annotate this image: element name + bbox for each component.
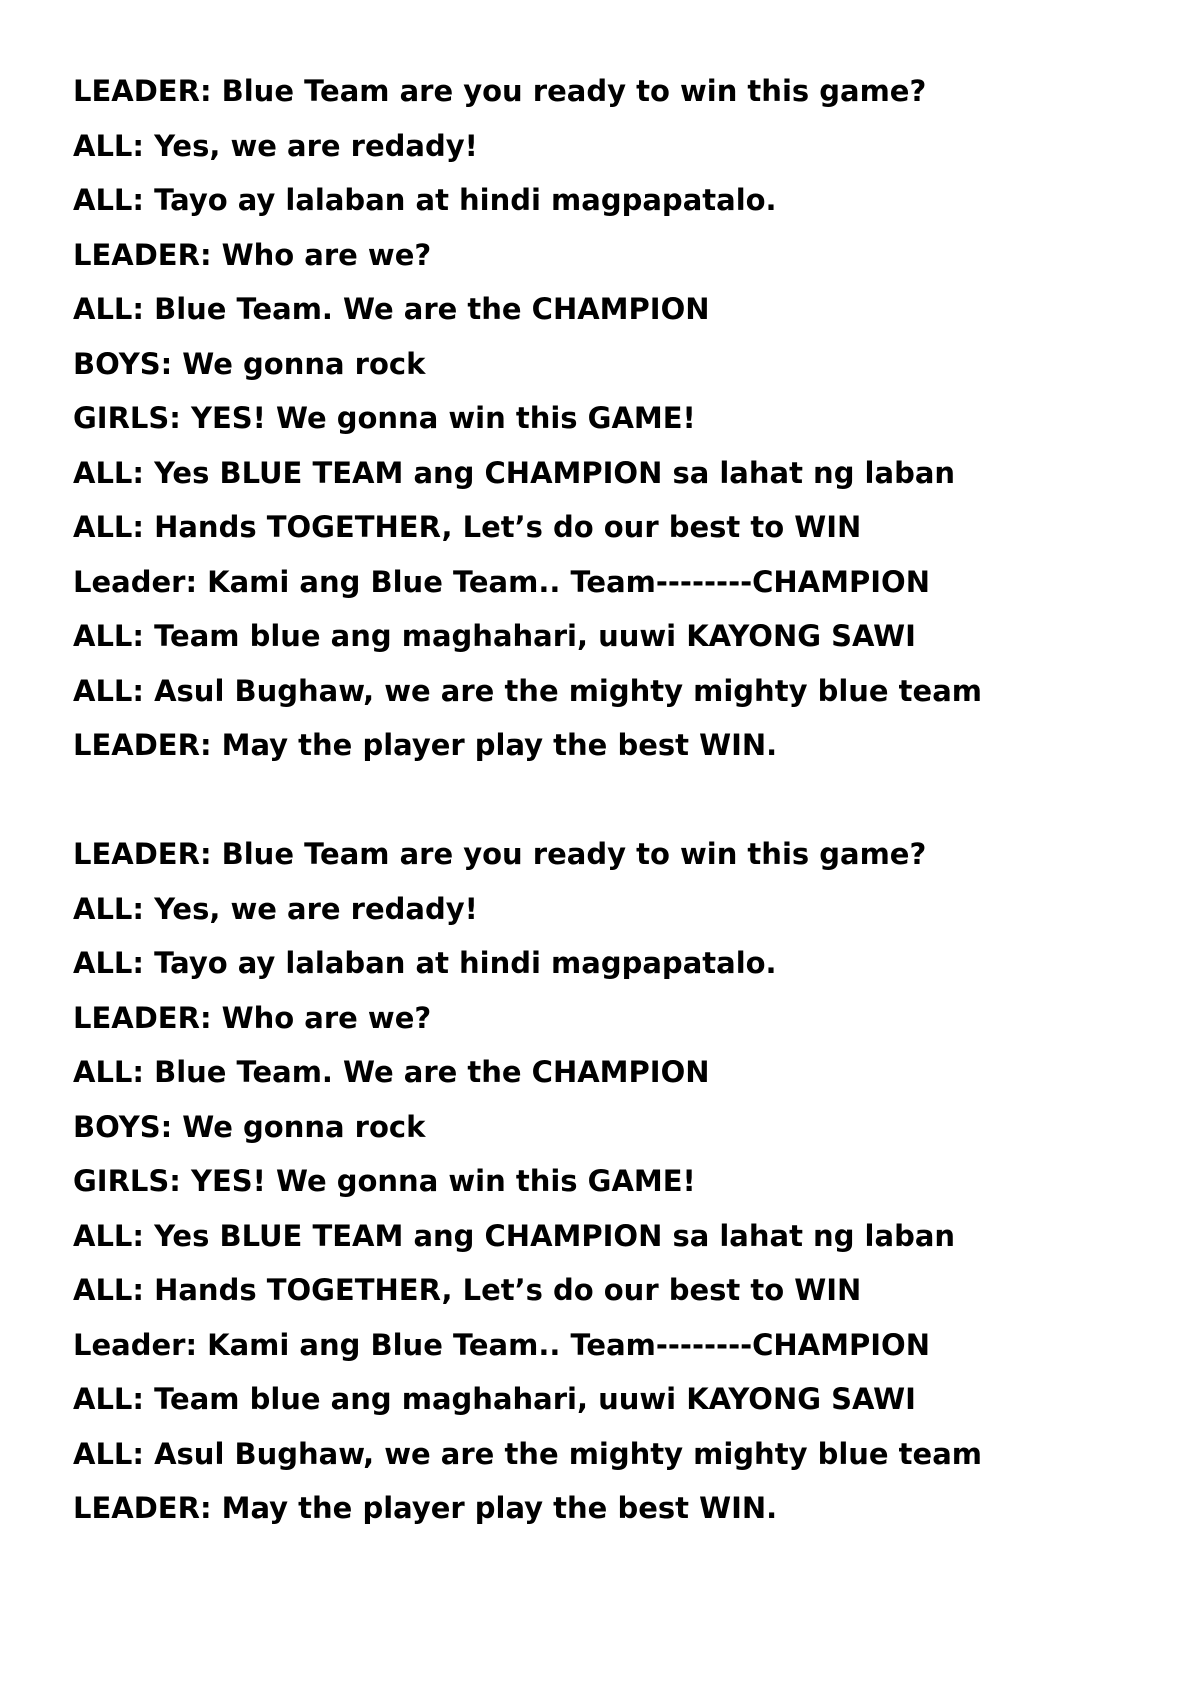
cheer-line: ALL: Blue Team. We are the CHAMPION <box>73 292 710 326</box>
cheer-line: LEADER: Who are we? <box>73 237 432 272</box>
cheer-line: LEADER: Blue Team are you ready to win this game? <box>73 74 927 108</box>
cheer-line: BOYS: We gonna rock <box>73 1109 426 1144</box>
cheer-line: Leader: Kami ang Blue Team.. Team--------CHAMPION <box>73 1327 930 1362</box>
cheer-line: LEADER: Who are we? <box>73 1000 432 1035</box>
document-page <box>73 64 982 1536</box>
cheer-line: GIRLS: YES! We gonna win this GAME! <box>73 1164 696 1198</box>
cheer-line: ALL: Asul Bughaw, we are the mighty mighty blue team <box>73 1436 982 1471</box>
cheer-line: ALL: Hands TOGETHER, Let’s do our best to WIN <box>73 510 862 544</box>
cheer-line: ALL: Asul Bughaw, we are the mighty mighty blue team <box>73 673 982 708</box>
blank-line <box>73 773 982 828</box>
cheer-line: BOYS: We gonna rock <box>73 346 426 381</box>
cheer-line: ALL: Tayo ay lalaban at hindi magpapatalo. <box>73 946 777 980</box>
cheer-line: LEADER: Blue Team are you ready to win this game? <box>73 837 927 871</box>
cheer-line: Leader: Kami ang Blue Team.. Team--------CHAMPION <box>73 564 930 599</box>
cheer-line: LEADER: May the player play the best WIN. <box>73 728 778 762</box>
cheer-line: ALL: Yes, we are redady! <box>73 891 478 926</box>
cheer-line: ALL: Yes, we are redady! <box>73 128 478 163</box>
cheer-line: ALL: Blue Team. We are the CHAMPION <box>73 1055 710 1089</box>
cheer-line: ALL: Yes BLUE TEAM ang CHAMPION sa lahat ng laban <box>73 455 956 490</box>
cheer-line: ALL: Team blue ang maghahari, uuwi KAYONG SAWI <box>73 1382 916 1416</box>
cheer-line: LEADER: May the player play the best WIN. <box>73 1491 778 1525</box>
cheer-line: ALL: Yes BLUE TEAM ang CHAMPION sa lahat ng laban <box>73 1218 956 1253</box>
cheer-line: ALL: Tayo ay lalaban at hindi magpapatalo. <box>73 183 777 217</box>
cheer-line: ALL: Hands TOGETHER, Let’s do our best to WIN <box>73 1273 862 1307</box>
cheer-line: GIRLS: YES! We gonna win this GAME! <box>73 401 696 435</box>
cheer-line: ALL: Team blue ang maghahari, uuwi KAYONG SAWI <box>73 619 916 653</box>
